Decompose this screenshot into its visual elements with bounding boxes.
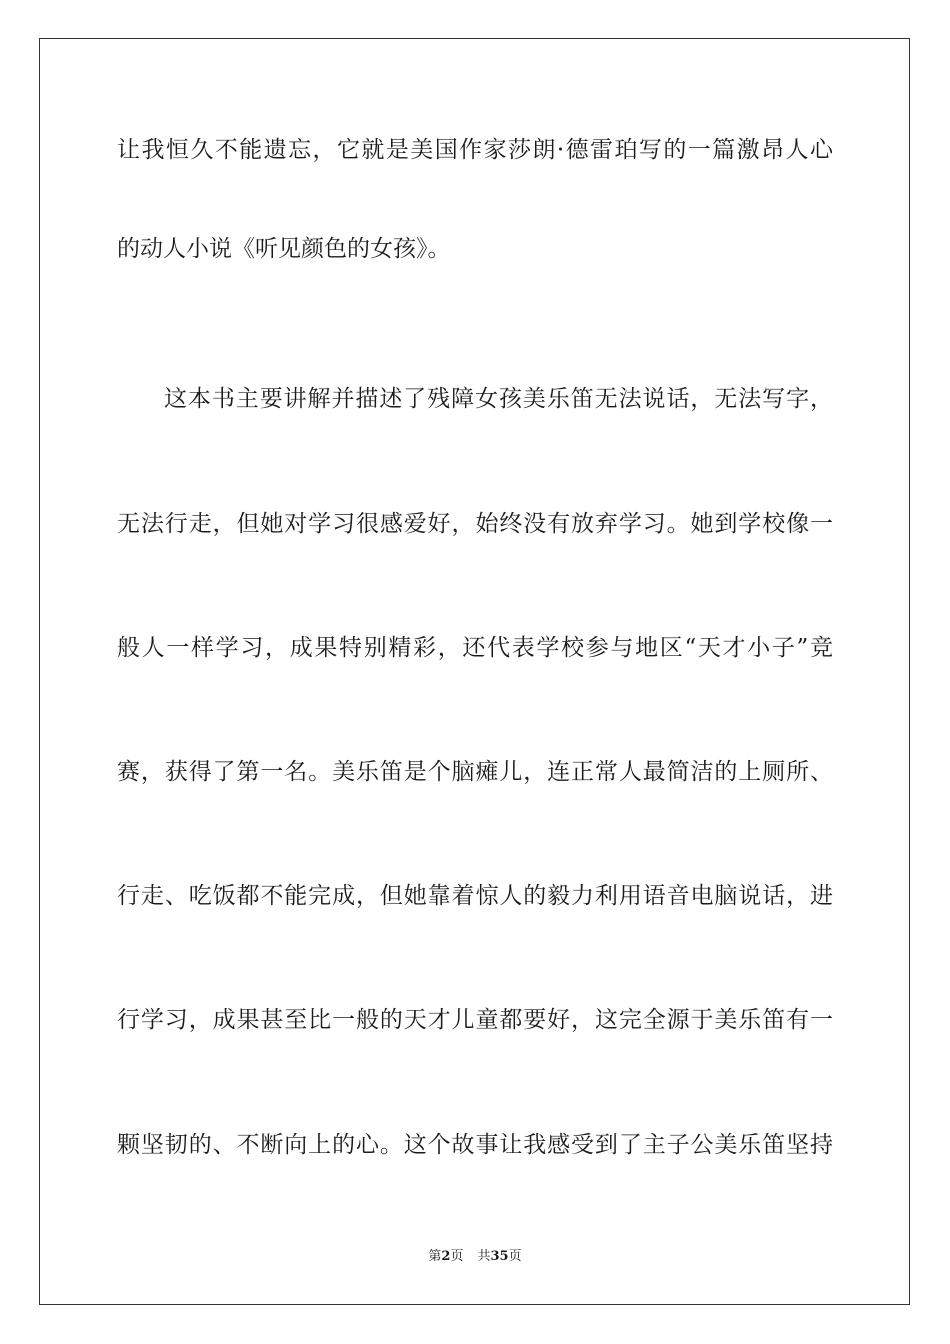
body-line-2: 的动人小说《听见颜色的女孩》。 [117,236,451,262]
body-line-7: 行走、吃饭都不能完成，但她靠着惊人的毅力利用语音电脑说话，进 [117,883,833,909]
body-line-8: 行学习，成果甚至比一般的天才儿童都要好，这完全源于美乐笛有一 [117,1007,833,1033]
total-suffix: 页 [508,1249,522,1264]
total-prefix: 共 [477,1249,491,1264]
body-line-1: 让我恒久不能遗忘，它就是美国作家莎朗·德雷珀写的一篇激昂人心 [117,137,833,163]
body-line-6: 赛，获得了第一名。美乐笛是个脑瘫儿，连正常人最简洁的上厕所、 [117,759,833,785]
body-line-4: 无法行走，但她对学习很感爱好，始终没有放弃学习。她到学校像一 [117,511,833,537]
page-prefix: 第 [428,1249,442,1264]
page-number: 2 [441,1249,451,1264]
body-line-9: 颗坚韧的、不断向上的心。这个故事让我感受到了主子公美乐笛坚持 [117,1132,833,1158]
page-footer [0,1248,950,1266]
page-suffix: 页 [450,1249,464,1264]
total-pages: 35 [490,1249,509,1264]
body-line-5: 般人一样学习，成果特别精彩，还代表学校参与地区“天才小子”竞 [117,635,833,661]
body-line-3: 这本书主要讲解并描述了残障女孩美乐笛无法说话，无法写字， [164,386,833,412]
page-frame [39,38,910,1305]
